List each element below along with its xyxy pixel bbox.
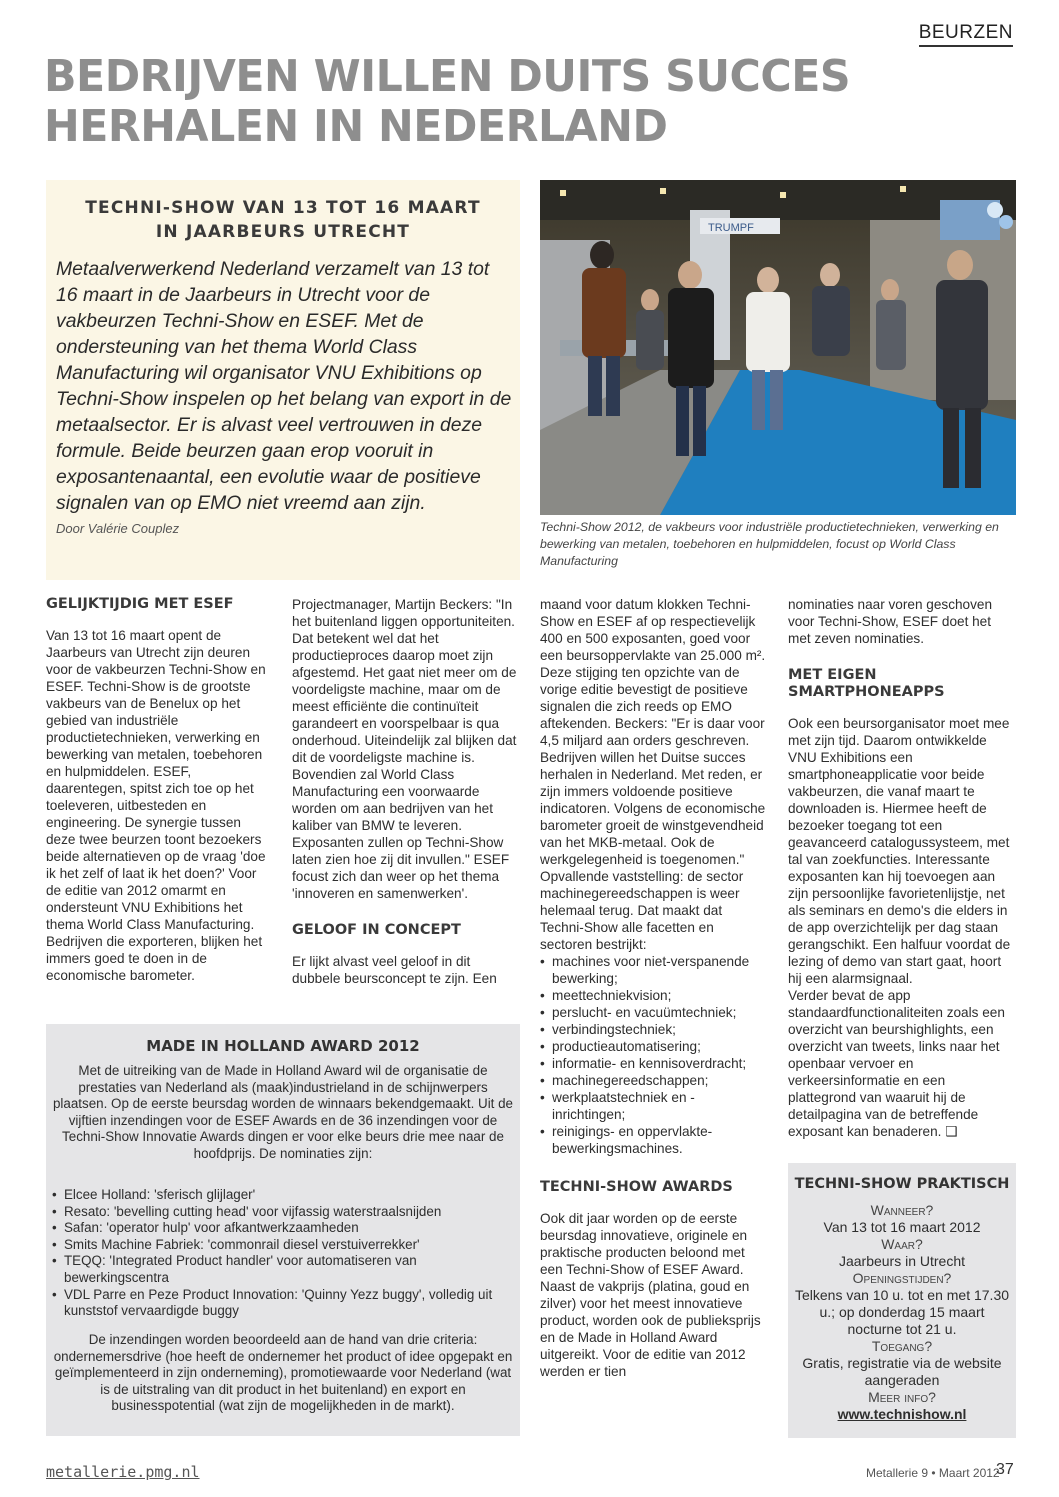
list-item: • Safan: 'operator hulp' voor afkantwerkzaamheden: [52, 1220, 514, 1237]
col4-text3: Verder bevat de app standaardfunctionaliteiten zoals een overzicht van beurshighlights, een overzicht van tweets, links naar het openbaar vervoer en verkeersinformatie en een plattegrond van waaruit hij de detailpagina van de betreffende exposant kan benaderen. ❑: [788, 988, 1005, 1139]
col2-text2: Er lijkt alvast veel geloof in dit dubbele beursconcept te zijn. Een: [292, 954, 497, 986]
list-item: • Resato: 'bevelling cutting head' voor vijfassig waterstraalsnijden: [52, 1204, 514, 1221]
page-number: 37: [996, 1461, 1014, 1478]
q-when: Wanneer?: [870, 1202, 934, 1218]
photo-caption: Techni-Show 2012, de vakbeurs voor industriële productietechnieken, verwerking en bewerking van metalen, toebehoren en hulpmiddelen, focust op World Class Manufacturing: [540, 520, 999, 568]
a-where: Jaarbeurs in Utrecht: [838, 1253, 966, 1269]
col2-text1: Projectmanager, Martijn Beckers: "In het buitenland liggen opportuniteiten. Dat betekent wel dat het productieproces daarop moet zijn afgestemd. Het gaat niet meer om de voordeligste machine, maar om de meest efficiënte die continuïteit garandeert en voorspelbaar is qua onderhoud. Uiteindelijk zal blijken dat dit de voordeligste machine is. Bovendien zal World Class Manufacturing een voorwaarde worden om aan bedrijven van het kaliber van BMW te leveren. Exposanten zullen op Techni-Show laten zien hoe zij dit invullen." ESEF focust zich dan weer op het thema 'innoveren en samenwerken'.: [292, 597, 517, 901]
list-item: • verbindingstechniek;: [540, 1021, 768, 1038]
column-2: [292, 596, 518, 987]
q-more-info: Meer info?: [868, 1389, 936, 1405]
col4-text1: nominaties naar voren geschoven voor Techni-Show, ESEF doet het met zeven nominaties.: [788, 597, 993, 646]
booth-sign: TRUMPF: [708, 222, 754, 234]
a-admission: Gratis, registratie via de website aangeraden: [802, 1355, 1002, 1388]
column-4: [788, 596, 1016, 1140]
q-opening-hours: Openingstijden?: [852, 1270, 952, 1286]
list-item: • Elcee Holland: 'sferisch glijlager': [52, 1187, 514, 1204]
list-item: • TEQQ: 'Integrated Product handler' voor automatiseren van bewerkingscentra: [52, 1253, 514, 1286]
list-item: • informatie- en kennisoverdracht;: [540, 1055, 768, 1072]
list-item: • productieautomatisering;: [540, 1038, 768, 1055]
list-item: • Smits Machine Fabriek: 'commonrail diesel verstuiverrekker': [52, 1237, 514, 1254]
heading-geloof: GELOOF IN CONCEPT: [292, 922, 461, 938]
list-item: • meettechniekvision;: [540, 987, 768, 1004]
col1-text: Van 13 tot 16 maart opent de Jaarbeurs van Utrecht zijn deuren voor de vakbeurzen Techni-Show en ESEF. Techni-Show is de grootste vakbeurs van de Benelux op het gebied van industriële productietechnieken, verwerking en bewerking van metalen, toebehoren en hulpmiddelen. ESEF, daarentegen, spitst zich toe op het toeleveren, uitbesteden en engineering. De synergie tussen deze twee beurzen toont bezoekers beide alternatieven op de vraag 'doe ik het zelf of laat ik het doen?' Voor de editie van 2012 omarmt en ondersteunt VNU Exhibitions het thema World Class Manufacturing. Bedrijven die exporteren, blijken het immers goed te doen in de economische barometer.: [46, 628, 266, 983]
column-3: [540, 596, 768, 1380]
footer-site-link[interactable]: metallerie.pmg.nl: [46, 1463, 200, 1481]
technishow-link[interactable]: www.technishow.nl: [837, 1406, 967, 1422]
intro-lead: Metaalverwerkend Nederland verzamelt van 13 tot 16 maart in de Jaarbeurs in Utrecht voor de vakbeurzen Techni-Show en ESEF. Met de ondersteuning van het thema World Class Manufacturing wil organisator VNU Exhibitions op Techni-Show inspelen op het belang van export in de metaalsector. Er is alvast veel vertrouwen in deze formule. Beide beurzen gaan erop vooruit in exposantenaantal, een evolutie waar de positieve signalen van op EMO niet vreemd aan zijn.: [56, 258, 512, 514]
a-when: Van 13 tot 16 maart 2012: [823, 1219, 981, 1235]
section-tag: BEURZEN: [919, 22, 1013, 47]
intro-subtitle-line1: TECHNI-SHOW VAN 13 TOT 16 MAART: [85, 198, 481, 218]
list-item: • machines voor niet-verspanende bewerking;: [540, 953, 768, 987]
list-item: • werkplaatstechniek en -inrichtingen;: [540, 1089, 768, 1123]
award-title: MADE IN HOLLAND AWARD 2012: [146, 1037, 420, 1055]
practical-title: TECHNI-SHOW PRAKTISCH: [794, 1176, 1010, 1192]
list-item: • perslucht- en vacuümtechniek;: [540, 1004, 768, 1021]
headline-line1: BEDRIJVEN WILLEN DUITS SUCCES: [44, 51, 851, 102]
sector-list: [540, 953, 768, 1157]
q-where: Waar?: [881, 1236, 923, 1252]
trade-fair-photo: [540, 180, 1016, 515]
column-1: [46, 596, 272, 984]
col4-text2: Ook een beursorganisator moet mee met zijn tijd. Daarom ontwikkelde VNU Exhibitions een smartphoneapplicatie voor beide vakbeurzen, die vanaf maart te downloaden is. Hiermee heeft de bezoeker toegang tot een geavanceerd catalogussysteem, met tal van zoekfuncties. Interessante exposanten kan hij toevoegen aan zijn persoonlijke favorietenlijstje, net als seminars en demo's die elders in de app overzichtelijk per dag staan gerangschikt. Een halfuur voordat de lezing of demo van start gaat, hoort hij een alarmsignaal.: [788, 716, 1011, 986]
list-item: • reinigings- en oppervlakte-bewerkingsmachines.: [540, 1123, 768, 1157]
headline-line2: HERHALEN IN NEDERLAND: [44, 101, 668, 152]
footer-magazine: Metallerie 9 • Maart 2012: [866, 1466, 1000, 1480]
list-item: • machinegereedschappen;: [540, 1072, 768, 1089]
award-intro: Met de uitreiking van de Made in Holland Award wil de organisatie de prestaties van Nederland als (maak)industrieland in de schijnwerpers plaatsen. Op de eerste beursdag worden de winnaars bekendgemaakt. Uit de vijftien inzendingen voor de ESEF Awards en de 36 inzendingen voor de Techni-Show Innovatie Awards dingen er voor elke beurs drie mee naar de hoofdprijs. De nominaties zijn:: [52, 1063, 514, 1161]
heading-gelijktijdig: GELIJKTIJDIG MET ESEF: [46, 596, 234, 612]
heading-smartphoneapps: MET EIGEN SMARTPHONEAPPS: [788, 667, 945, 700]
headline: [44, 52, 995, 152]
award-outro: De inzendingen worden beoordeeld aan de hand van drie criteria: ondernemersdrive (hoe heeft de ondernemer het product of idee opgepakt en geïmplementeerd in zijn onderneming), promotiewaarde voor Nederland (wat is de uitstraling van dit product in het buitenland) en export en businesspotential (wat zijn de mogelijkheden in de markt).: [53, 1332, 513, 1414]
intro-subtitle-line2: IN JAARBEURS UTRECHT: [155, 222, 411, 242]
list-item: • VDL Parre en Peze Product Innovation: 'Quinny Yezz buggy', volledig uit kunststof vervaardigde buggy: [52, 1287, 514, 1320]
practical-body: [792, 1202, 1012, 1423]
q-admission: Toegang?: [871, 1338, 933, 1354]
heading-awards: TECHNI-SHOW AWARDS: [540, 1179, 733, 1195]
col3-text2: Ook dit jaar worden op de eerste beursdag innovatieve, originele en praktische producten beloond met een Techni-Show of ESEF Award. Naast de vakprijs (platina, goud en zilver) voor het meest innovatieve product, worden ook de publieksprijs en de Made in Holland Award uitgereikt. Voor de editie van 2012 werden er tien: [540, 1211, 761, 1379]
nominee-list: [52, 1187, 514, 1320]
a-opening-hours: Telkens van 10 u. tot en met 17.30 u.; op donderdag 15 maart nocturne tot 21 u.: [794, 1287, 1010, 1337]
intro-subtitle: [60, 196, 506, 244]
col3-text1: maand voor datum klokken Techni-Show en ESEF af op respectievelijk 400 en 500 exposanten, goed voor een beursoppervlakte van 25.000 m². Deze stijging ten opzichte van de vorige editie bevestigt de positieve signalen die zich reeds op EMO aftekenden. Beckers: "Er is daar voor 4,5 miljard aan orders geschreven. Bedrijven willen het Duitse succes herhalen in Nederland. Met reden, er zijn immers voldoende positieve indicatoren. Volgens de economische barometer groeit de winstgevendheid van het MKB-metaal. Ook de werkgelegenheid is toegenomen." Opvallende vaststelling: de sector machinegereedschappen is weer helemaal terug. Dat maakt dat Techni-Show alle facetten en sectoren bestrijkt:: [540, 597, 766, 952]
byline: Door Valérie Couplez: [56, 521, 180, 536]
